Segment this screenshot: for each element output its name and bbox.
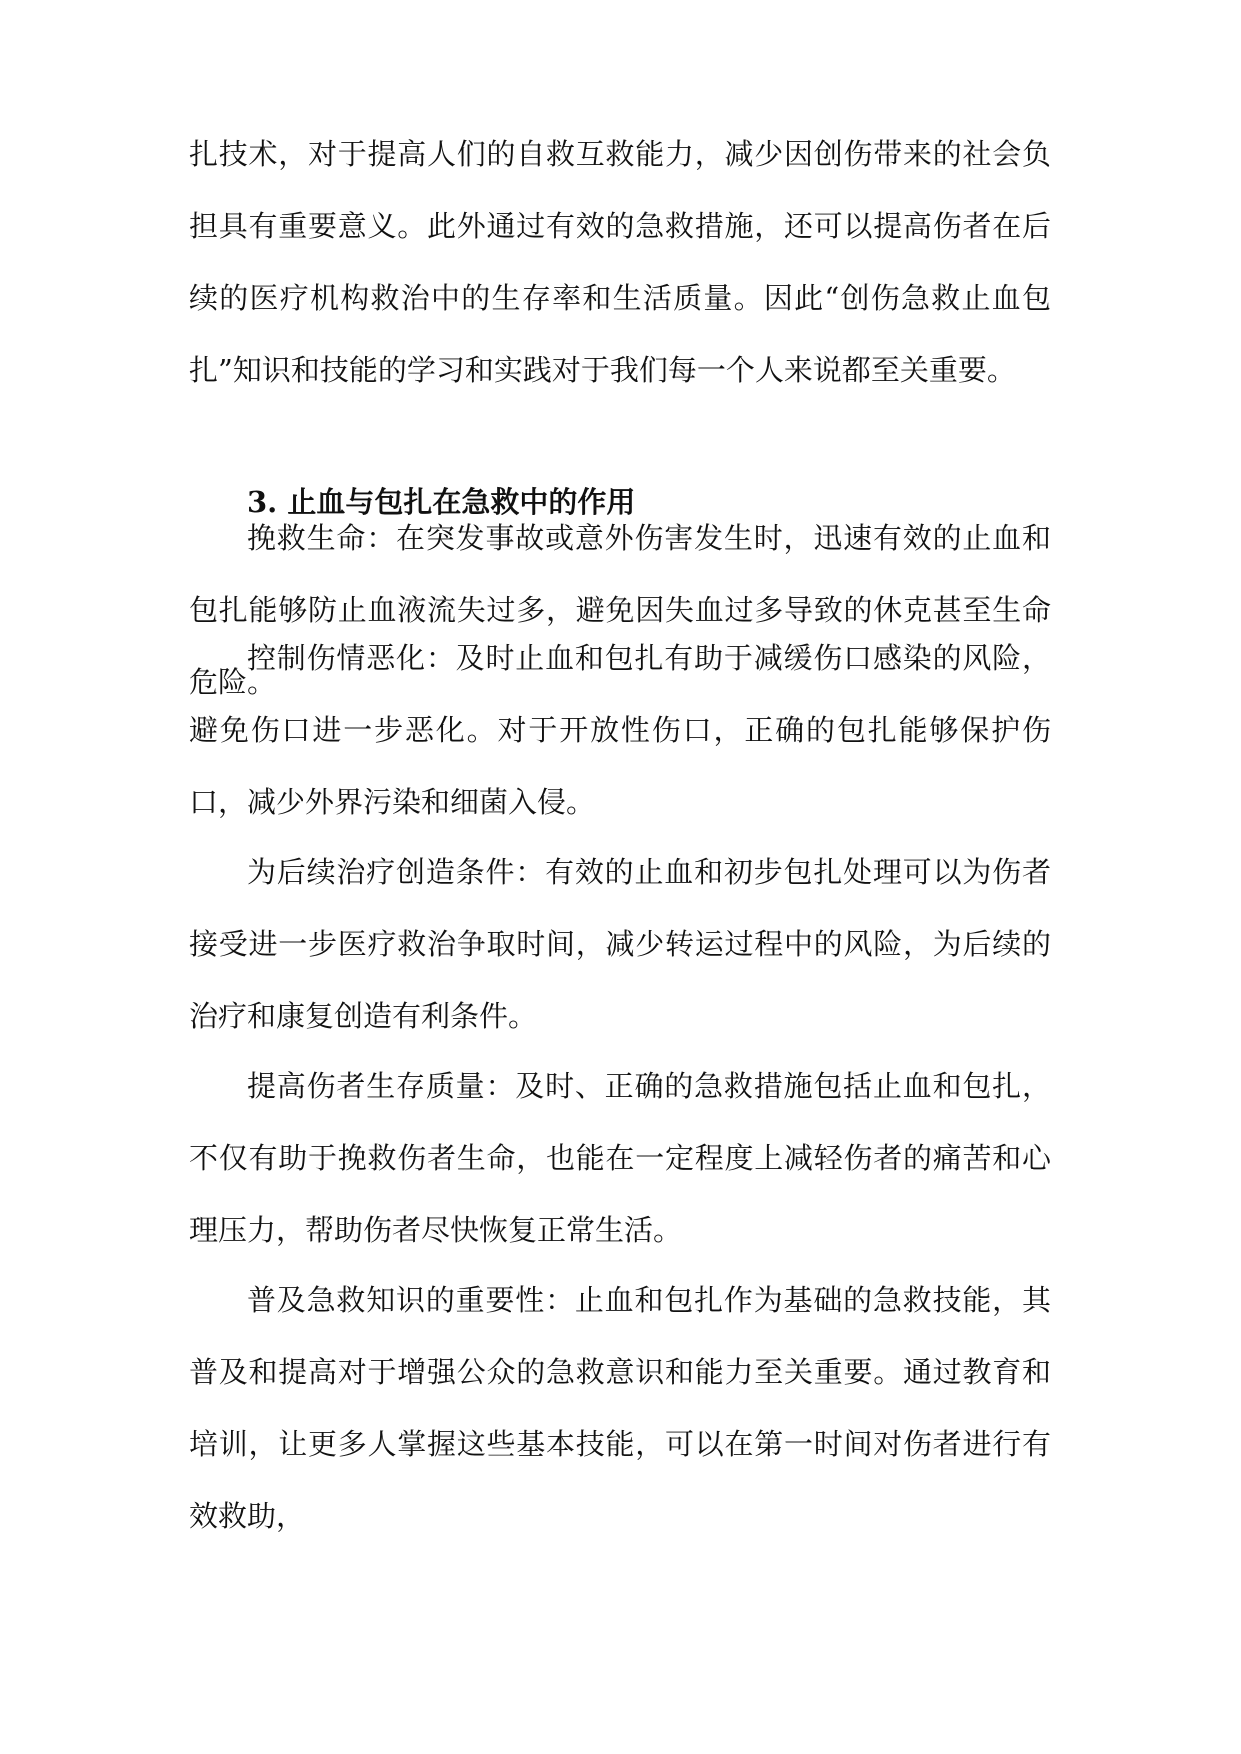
paragraph-first-aid-knowledge: 普及急救知识的重要性：止血和包扎作为基础的急救技能，其普及和提高对于增强公众的急救意识和能力至关重要。通过教育和培训，让更多人掌握这些基本技能，可以在第一时间对伤者进行有效救助，	[189, 1283, 1051, 1533]
paragraph-survival-quality: 提高伤者生存质量：及时、正确的急救措施包括止血和包扎，不仅有助于挽救伤者生命，也能在一定程度上减轻伤者的痛苦和心理压力，帮助伤者尽快恢复正常生活。	[189, 1069, 1051, 1247]
paragraph-follow-up-treatment: 为后续治疗创造条件：有效的止血和初步包扎处理可以为伤者接受进一步医疗救治争取时间，减少转运过程中的风险，为后续的治疗和康复创造有利条件。	[189, 855, 1051, 1033]
paragraph-control-injury: 控制伤情恶化：及时止血和包扎有助于减缓伤口感染的风险，避免伤口进一步恶化。对于开放性伤口，正确的包扎能够保护伤口，减少外界污染和细菌入侵。	[189, 641, 1051, 819]
section-heading: 3. 止血与包扎在急救中的作用	[247, 485, 636, 519]
paragraph-save-life: 挽救生命：在突发事故或意外伤害发生时，迅速有效的止血和包扎能够防止血液流失过多，避免因失血过多导致的休克甚至生命危险。	[189, 521, 1051, 699]
intro-continuation-paragraph: 扎技术，对于提高人们的自救互救能力，减少因创伤带来的社会负担具有重要意义。此外通过有效的急救措施，还可以提高伤者在后续的医疗机构救治中的生存率和生活质量。因此“创伤急救止血包扎”知识和技能的学习和实践对于我们每一个人来说都至关重要。	[189, 137, 1051, 387]
